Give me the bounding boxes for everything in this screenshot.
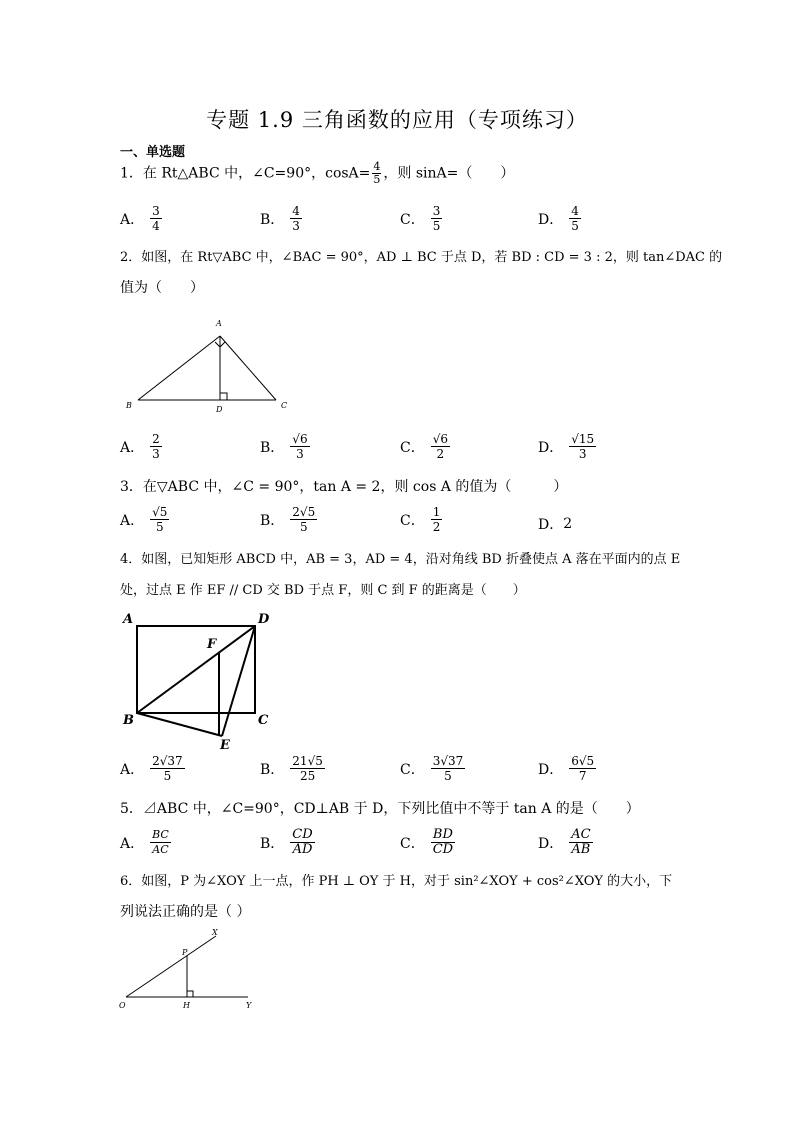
option-label: B． bbox=[260, 835, 285, 852]
option-label: C． bbox=[400, 439, 425, 456]
q1-frac-num: 4 bbox=[373, 160, 381, 173]
line-de bbox=[222, 626, 255, 736]
q4-figure bbox=[118, 608, 288, 752]
q1-frac-den: 5 bbox=[373, 173, 381, 186]
line-ac bbox=[220, 336, 276, 400]
option-den: AD bbox=[292, 842, 313, 857]
page-title: 专题 1.9 三角函数的应用（专项练习） bbox=[206, 108, 588, 132]
option-label: B． bbox=[260, 439, 285, 456]
question-6-line1: 6．如图，P 为∠XOY 上一点，作 PH ⊥ OY 于 H，对于 sin²∠XOY + cos²∠XOY 的大小，下 bbox=[120, 874, 673, 889]
label-e: E bbox=[220, 738, 230, 752]
right-angle-mark-h bbox=[187, 991, 193, 997]
ray-ox bbox=[126, 936, 216, 997]
label-d: D bbox=[216, 405, 223, 414]
q4-option-d[interactable] bbox=[538, 754, 596, 783]
q2-option-c[interactable] bbox=[400, 432, 450, 461]
option-num: √6 bbox=[432, 432, 448, 446]
q5-option-b[interactable] bbox=[260, 828, 315, 857]
option-text: 2 bbox=[563, 516, 573, 532]
option-label: A． bbox=[120, 512, 145, 529]
option-num: BD bbox=[432, 827, 453, 842]
line-be bbox=[137, 713, 222, 736]
option-den: 7 bbox=[578, 769, 587, 783]
option-label: C． bbox=[400, 211, 425, 228]
label-x: X bbox=[212, 928, 218, 937]
q1-prefix: 1．在 Rt△ABC 中，∠C=90°，cosA= bbox=[120, 165, 371, 182]
q6-figure bbox=[116, 926, 276, 1016]
q3-option-c[interactable] bbox=[400, 505, 442, 534]
option-num: CD bbox=[292, 827, 313, 842]
option-label: D． bbox=[538, 761, 564, 778]
q2-figure bbox=[118, 316, 298, 416]
option-num: 3 bbox=[432, 204, 441, 218]
label-b: B bbox=[126, 401, 132, 410]
option-num: BC bbox=[152, 828, 169, 841]
question-4-line2: 处，过点 E 作 EF // CD 交 BD 于点 F，则 C 到 F 的距离是（ ） bbox=[120, 583, 526, 598]
option-den: 5 bbox=[571, 219, 579, 233]
option-num: 2√5 bbox=[292, 505, 316, 519]
option-num: 3√37 bbox=[432, 754, 464, 768]
option-num: √6 bbox=[292, 432, 308, 446]
label-p: P bbox=[182, 948, 188, 957]
diagonal-bd bbox=[137, 626, 255, 713]
label-c: C bbox=[258, 713, 269, 728]
q1-option-c[interactable] bbox=[400, 204, 442, 233]
q4-option-a[interactable] bbox=[120, 754, 185, 783]
q3-option-d[interactable] bbox=[538, 514, 572, 534]
option-num: 4 bbox=[292, 204, 300, 218]
line-ab bbox=[138, 336, 220, 400]
q5-option-c[interactable] bbox=[400, 828, 455, 857]
right-angle-mark-d bbox=[220, 393, 227, 400]
option-label: D． bbox=[538, 517, 564, 533]
option-label: D． bbox=[538, 211, 564, 228]
label-c: C bbox=[281, 401, 288, 410]
option-label: D． bbox=[538, 835, 564, 852]
question-6-line2: 列说法正确的是（ ） bbox=[120, 904, 251, 920]
option-den: AC bbox=[152, 843, 169, 856]
option-num: 21√5 bbox=[292, 754, 323, 768]
section-heading: 一、单选题 bbox=[120, 145, 186, 160]
option-num: 1 bbox=[432, 505, 441, 519]
option-label: C． bbox=[400, 761, 425, 778]
option-num: 2 bbox=[152, 432, 160, 446]
label-d: D bbox=[258, 612, 270, 627]
option-den: 3 bbox=[296, 447, 304, 461]
option-num: 3 bbox=[152, 204, 160, 218]
question-1 bbox=[120, 161, 514, 186]
label-f: F bbox=[207, 637, 217, 652]
q3-option-b[interactable] bbox=[260, 505, 317, 534]
question-4-line1: 4．如图，已知矩形 ABCD 中，AB = 3，AD = 4，沿对角线 BD 折叠使点 A 落在平面内的点 E bbox=[120, 552, 681, 567]
q5-option-a[interactable] bbox=[120, 828, 171, 857]
question-3: 3．在▽ABC 中，∠C = 90°，tan A = 2，则 cos A 的值为（ ） bbox=[120, 479, 568, 495]
option-den: 5 bbox=[432, 219, 441, 233]
option-label: C． bbox=[400, 512, 425, 529]
option-num: 2√37 bbox=[152, 754, 183, 768]
q1-option-b[interactable] bbox=[260, 204, 302, 233]
q3-option-a[interactable] bbox=[120, 505, 169, 534]
label-y: Y bbox=[246, 1001, 252, 1010]
question-2-line2: 值为（ ） bbox=[120, 280, 204, 296]
option-label: B． bbox=[260, 512, 285, 529]
option-label: A． bbox=[120, 761, 145, 778]
option-label: C． bbox=[400, 835, 425, 852]
q2-option-b[interactable] bbox=[260, 432, 310, 461]
option-den: 3 bbox=[578, 447, 587, 461]
q1-fraction bbox=[372, 161, 381, 186]
option-den: 5 bbox=[155, 520, 164, 534]
option-den: 2 bbox=[436, 447, 445, 461]
option-den: 25 bbox=[299, 769, 316, 783]
option-num: AC bbox=[571, 827, 591, 842]
option-den: 4 bbox=[152, 219, 160, 233]
option-den: 3 bbox=[152, 447, 160, 461]
option-den: 5 bbox=[444, 769, 452, 783]
option-den: CD bbox=[432, 842, 454, 857]
option-num: 4 bbox=[571, 204, 579, 218]
option-label: A． bbox=[120, 439, 145, 456]
option-label: D． bbox=[538, 439, 564, 456]
label-a: A bbox=[123, 612, 134, 627]
option-den: 5 bbox=[299, 520, 308, 534]
label-o: O bbox=[119, 1001, 126, 1010]
q2-option-d[interactable] bbox=[538, 432, 596, 461]
label-h: H bbox=[183, 1001, 190, 1010]
option-den: 2 bbox=[432, 520, 441, 534]
option-num: 6√5 bbox=[571, 754, 595, 768]
q1-option-d[interactable] bbox=[538, 204, 581, 233]
option-label: A． bbox=[120, 211, 145, 228]
q5-option-d[interactable] bbox=[538, 828, 593, 857]
option-den: AB bbox=[571, 842, 591, 857]
question-2-line1: 2．如图，在 Rt▽ABC 中，∠BAC = 90°，AD ⊥ BC 于点 D，若 BD : CD = 3 : 2，则 tan∠DAC 的 bbox=[120, 250, 723, 265]
option-den: 5 bbox=[163, 769, 172, 783]
q4-option-b[interactable] bbox=[260, 754, 325, 783]
option-label: B． bbox=[260, 211, 285, 228]
q1-option-a[interactable] bbox=[120, 204, 162, 233]
option-den: 3 bbox=[292, 219, 300, 233]
option-num: √5 bbox=[152, 505, 168, 519]
question-5: 5．⊿ABC 中，∠C=90°，CD⊥AB 于 D，下列比值中不等于 tan A 的是（ ） bbox=[120, 801, 640, 817]
option-label: A． bbox=[120, 835, 145, 852]
q1-suffix: ，则 sinA=（ ） bbox=[383, 165, 515, 182]
q4-option-c[interactable] bbox=[400, 754, 465, 783]
label-a: A bbox=[216, 319, 222, 328]
q2-option-a[interactable] bbox=[120, 432, 162, 461]
label-b: B bbox=[123, 713, 134, 728]
option-label: B． bbox=[260, 761, 285, 778]
option-num: √15 bbox=[571, 432, 595, 446]
